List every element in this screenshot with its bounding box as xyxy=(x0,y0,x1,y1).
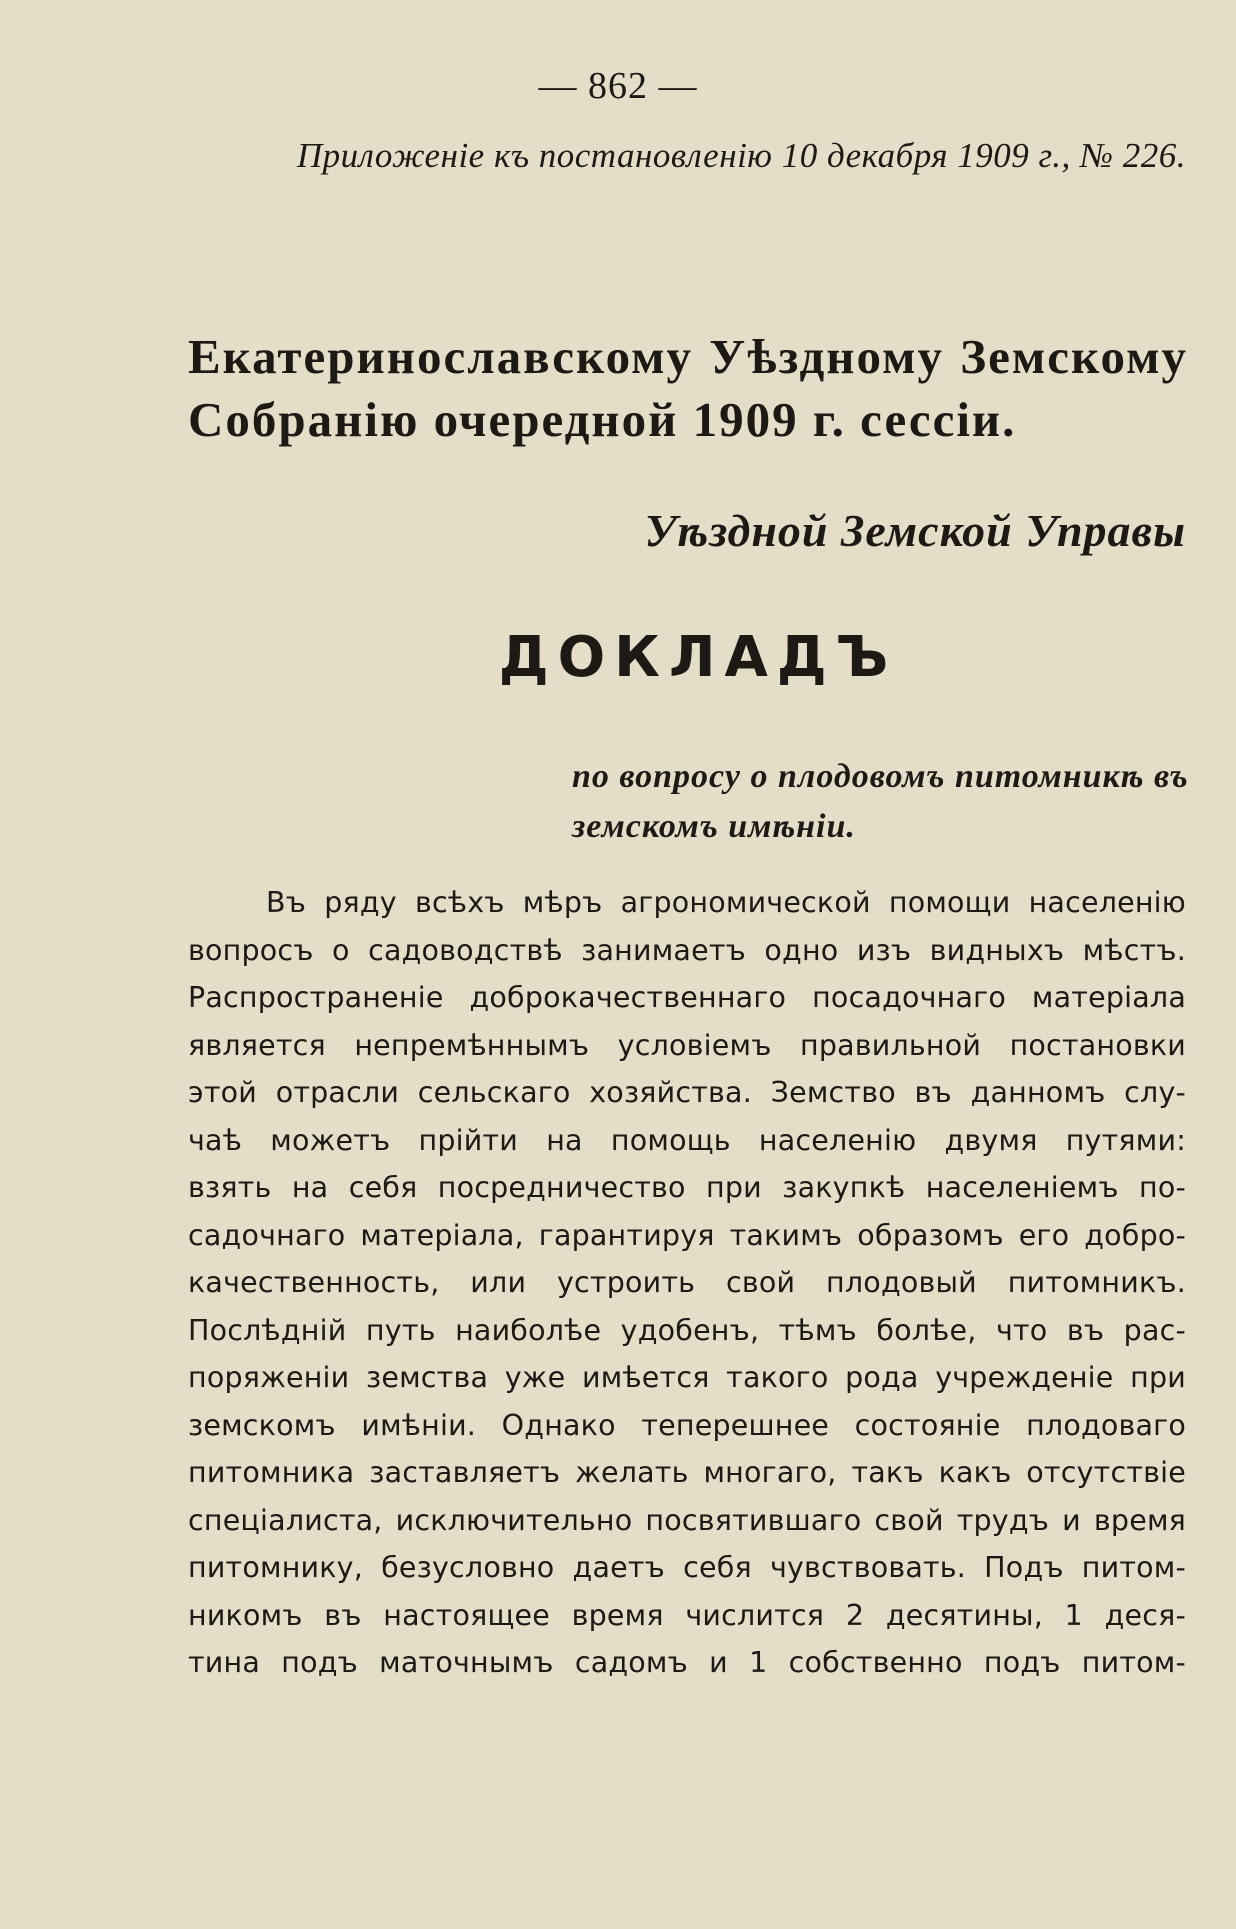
page-number: — 862 — xyxy=(538,65,698,107)
body-line: чаѣ можетъ прійти на помощь населенію двумя путями: xyxy=(188,1123,1186,1157)
subject-line-text: по вопросу о плодовомъ питомникѣ въ xyxy=(572,758,1189,795)
body-line: Въ ряду всѣхъ мѣръ агрономической помощи населенію xyxy=(266,886,1186,919)
body-line: вопросъ о садоводствѣ занимаетъ одно изъ видныхъ мѣстъ. xyxy=(188,933,1186,967)
subject-line-text: земскомъ имѣніи. xyxy=(572,808,856,845)
addressee-heading xyxy=(188,325,1188,451)
body-line: является непремѣннымъ условіемъ правильной постановки xyxy=(188,1028,1186,1062)
body-line: тина подъ маточнымъ садомъ и 1 собственно подъ питом- xyxy=(188,1646,1186,1679)
subject-line xyxy=(572,752,1189,852)
body-line: садочнаго матеріала, гарантируя такимъ образомъ его добро- xyxy=(188,1218,1186,1252)
addressee-line: Собранію очередной 1909 г. сессіи. xyxy=(188,392,1017,447)
addressee-line: Екатеринославскому Уѣздному Земскому xyxy=(188,329,1188,384)
body-line: Распространеніе доброкачественнаго посадочнаго матеріала xyxy=(188,981,1186,1014)
body-line: никомъ въ настоящее время числится 2 десятины, 1 деся- xyxy=(188,1598,1186,1632)
body-paragraph xyxy=(188,879,1186,1687)
body-line: земскомъ имѣніи. Однако теперешнее состояніе плодоваго xyxy=(188,1408,1186,1442)
body-line: взять на себя посредничество при закупкѣ населеніемъ по- xyxy=(188,1171,1186,1204)
body-line: питомника заставляетъ желать многаго, такъ какъ отсутствіе xyxy=(188,1456,1186,1489)
document-title: ДОКЛАДЪ xyxy=(498,625,898,690)
appendix-note: Приложеніе къ постановленію 10 декабря 1909 г., № 226. xyxy=(296,136,1186,175)
body-line: поряженіи земства уже имѣется такого рода учрежденіе при xyxy=(188,1361,1186,1394)
body-line: этой отрасли сельскаго хозяйства. Земство въ данномъ слу- xyxy=(188,1076,1186,1109)
body-line: Послѣдній путь наиболѣе удобенъ, тѣмъ болѣе, что въ рас- xyxy=(188,1313,1186,1347)
body-line: питомнику, безусловно даетъ себя чувствовать. Подъ питом- xyxy=(188,1551,1186,1584)
body-line: спеціалиста, исключительно посвятившаго свой трудъ и время xyxy=(188,1503,1186,1537)
body-line: качественность, или устроить свой плодовый питомникъ. xyxy=(188,1266,1186,1299)
issuer-line: Уѣздной Земской Управы xyxy=(644,505,1186,556)
